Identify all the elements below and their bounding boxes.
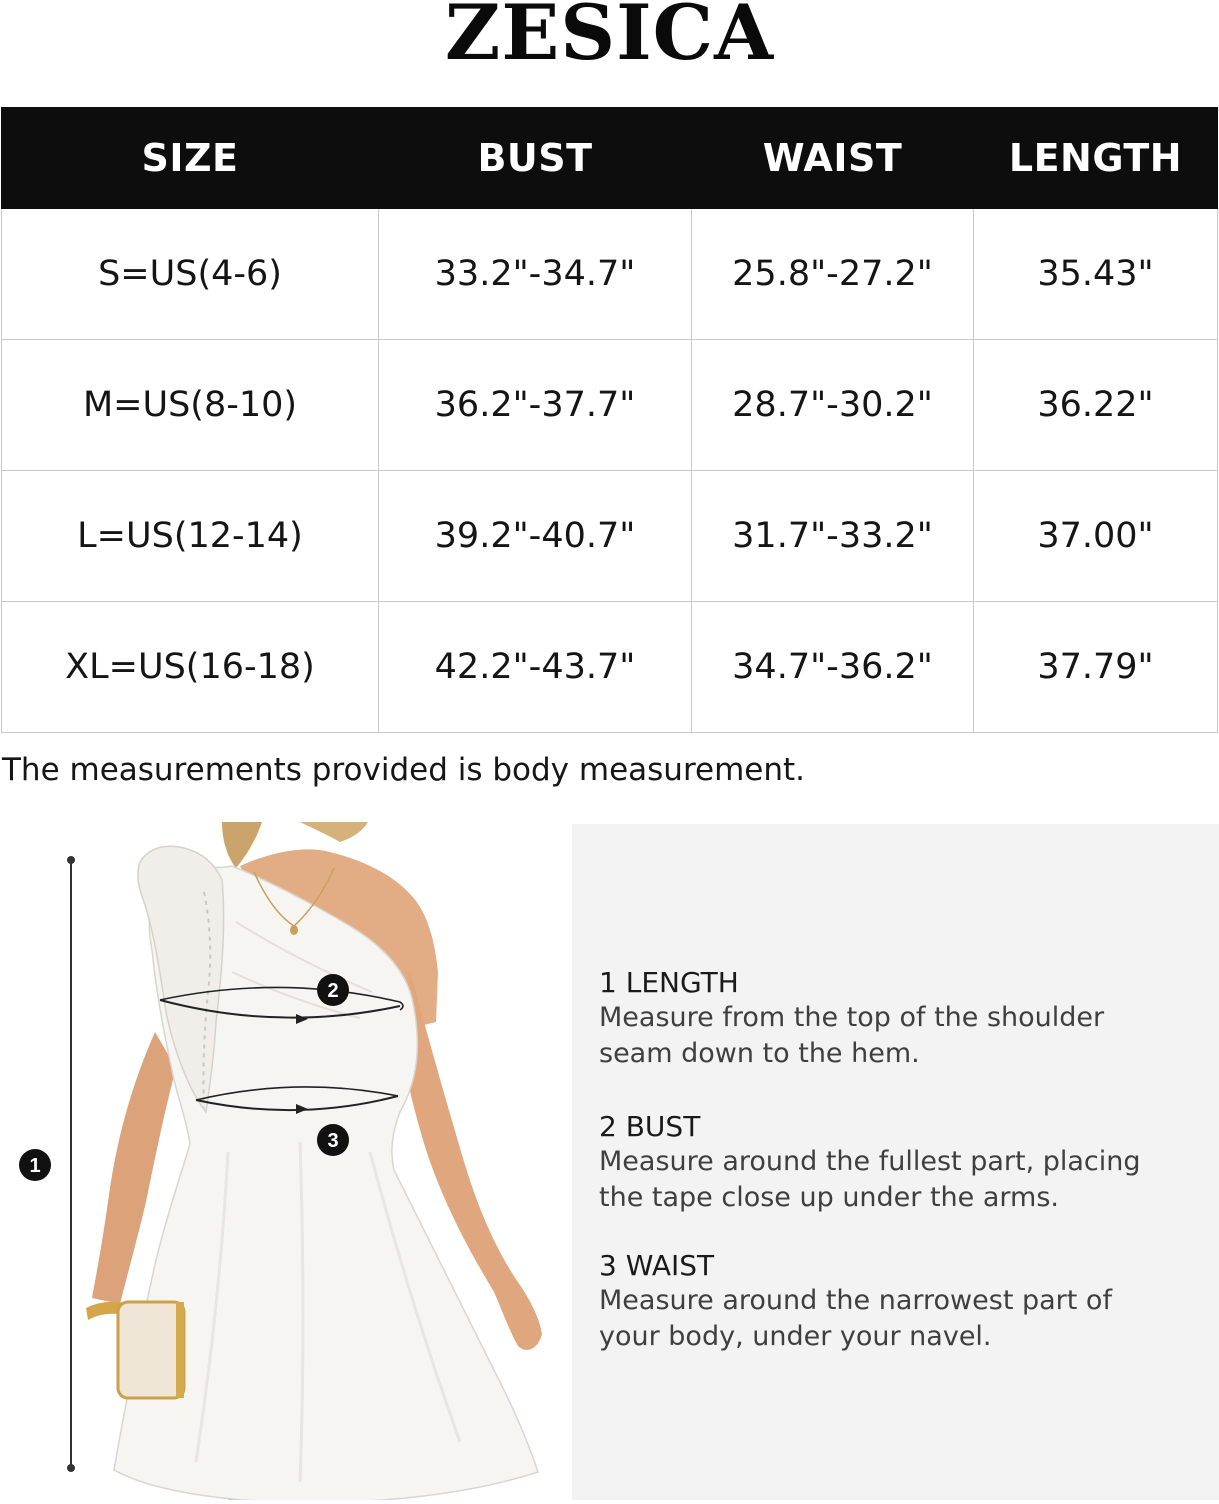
instruction-text: the tape close up under the arms. [599,1182,1059,1213]
instruction-text: your body, under your navel. [599,1321,992,1352]
header-waist: WAIST [692,108,974,209]
header-bust: BUST [379,108,692,209]
size-cell: S=US(4-6) [2,209,379,340]
instruction-bust [599,1110,1199,1216]
instruction-waist [599,1249,1199,1355]
size-cell: XL=US(16-18) [2,602,379,733]
measurement-note: The measurements provided is body measurement. [2,752,806,788]
length-cell: 35.43" [974,209,1218,340]
table-row [2,340,1218,471]
instruction-text: seam down to the hem. [599,1038,920,1069]
marker-length [19,1149,51,1181]
size-chart-table [1,107,1218,733]
clutch-bag [118,1302,184,1398]
instruction-title: 1 LENGTH [599,966,739,999]
bust-cell: 36.2"-37.7" [379,340,692,471]
table-header-row [2,108,1218,209]
marker-bust [317,974,349,1006]
brand-logo: ZESICA [444,0,775,77]
marker-waist-label: 3 [327,1130,339,1152]
waist-cell: 28.7"-30.2" [692,340,974,471]
bust-cell: 33.2"-34.7" [379,209,692,340]
header-length: LENGTH [974,108,1218,209]
table-row [2,209,1218,340]
waist-cell: 31.7"-33.2" [692,471,974,602]
size-cell: L=US(12-14) [2,471,379,602]
marker-waist [317,1124,349,1156]
measurement-instructions-panel [572,824,1219,1500]
size-cell: M=US(8-10) [2,340,379,471]
instruction-title: 3 WAIST [599,1249,715,1282]
instruction-text: Measure from the top of the shoulder [599,1002,1105,1033]
dress-measurement-figure [0,822,570,1500]
length-cell: 37.79" [974,602,1218,733]
waist-cell: 34.7"-36.2" [692,602,974,733]
instruction-length [599,966,1199,1072]
header-size: SIZE [2,108,379,209]
instruction-text: Measure around the fullest part, placing [599,1146,1141,1177]
instruction-title: 2 BUST [599,1110,701,1143]
dress-illustration [0,822,570,1500]
marker-bust-label: 2 [327,980,339,1002]
bust-cell: 39.2"-40.7" [379,471,692,602]
marker-length-label: 1 [29,1155,41,1177]
table-row [2,602,1218,733]
model-hair-right [300,822,368,842]
instruction-text: Measure around the narrowest part of [599,1285,1112,1316]
bust-cell: 42.2"-43.7" [379,602,692,733]
length-cell: 37.00" [974,471,1218,602]
waist-cell: 25.8"-27.2" [692,209,974,340]
table-row [2,471,1218,602]
length-cell: 36.22" [974,340,1218,471]
